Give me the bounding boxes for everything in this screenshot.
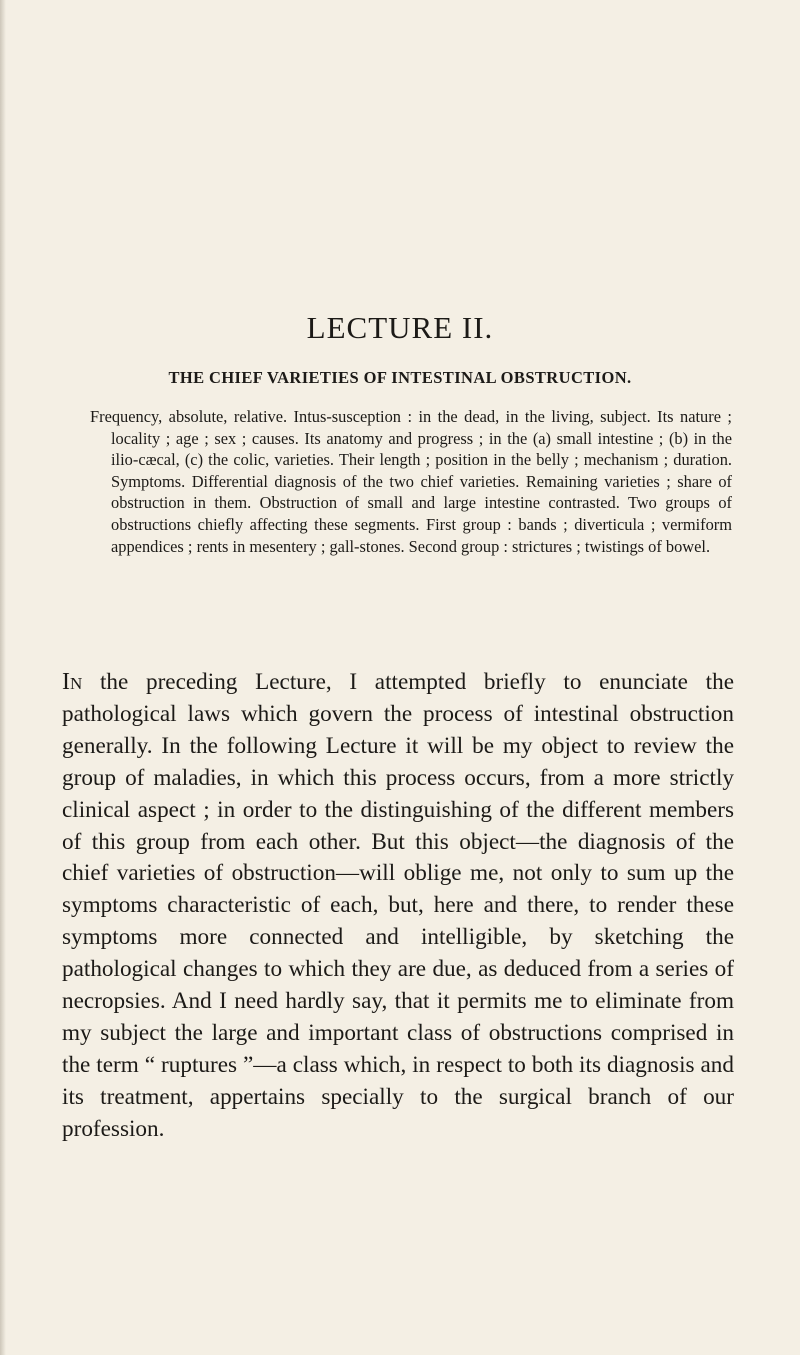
lecture-title: LECTURE II. bbox=[306, 310, 494, 345]
body-lead-word: In bbox=[62, 669, 83, 695]
lecture-body-paragraph bbox=[62, 667, 734, 1146]
lecture-subtitle: THE CHIEF VARIETIES OF INTESTINAL OBSTRUCTION. bbox=[168, 368, 632, 387]
page-edge-shadow bbox=[0, 0, 6, 1355]
lecture-summary: Frequency, absolute, relative. Intus-susception : in the dead, in the living, subject. Its nature ; locality ; age ; sex ; causes. Its anatomy and progress ; in the (a) small intestine ; (b) in the ilio-cæcal, (c) the colic, varieties. Their length ; position in the belly ; mechanism ; duration. Symptoms. Differential diagnosis of the two chief varieties. Remaining varieties ; share of obstruction in them. Obstruction of small and large intestine contrasted. Two groups of obstructions chiefly affecting these segments. First group : bands ; diverticula ; vermiform appendices ; rents in mesentery ; gall-stones. Second group : strictures ; twistings of bowel. bbox=[90, 407, 732, 556]
body-text: the preceding Lecture, I attempted briefly to enunciate the pathological laws which govern the process of intestinal obstruction generally. In the following Lecture it will be my object to review the group of maladies, in which this process occurs, from a more strictly clinical aspect ; in order to the distinguishing of the different members of this group from each other. But this object—the diagnosis of the chief varieties of obstruction—will oblige me, not only to sum up the symptoms characteristic of each, but, here and there, to render these symptoms more connected and intelligible, by sketching the pathological changes to which they are due, as deduced from a series of necropsies. And I need hardly say, that it permits me to eliminate from my subject the large and important class of obstructions comprised in the term “ ruptures ”—a class which, in respect to both its diagnosis and its treatment, appertains specially to the surgical branch of our profession. bbox=[62, 669, 734, 1142]
